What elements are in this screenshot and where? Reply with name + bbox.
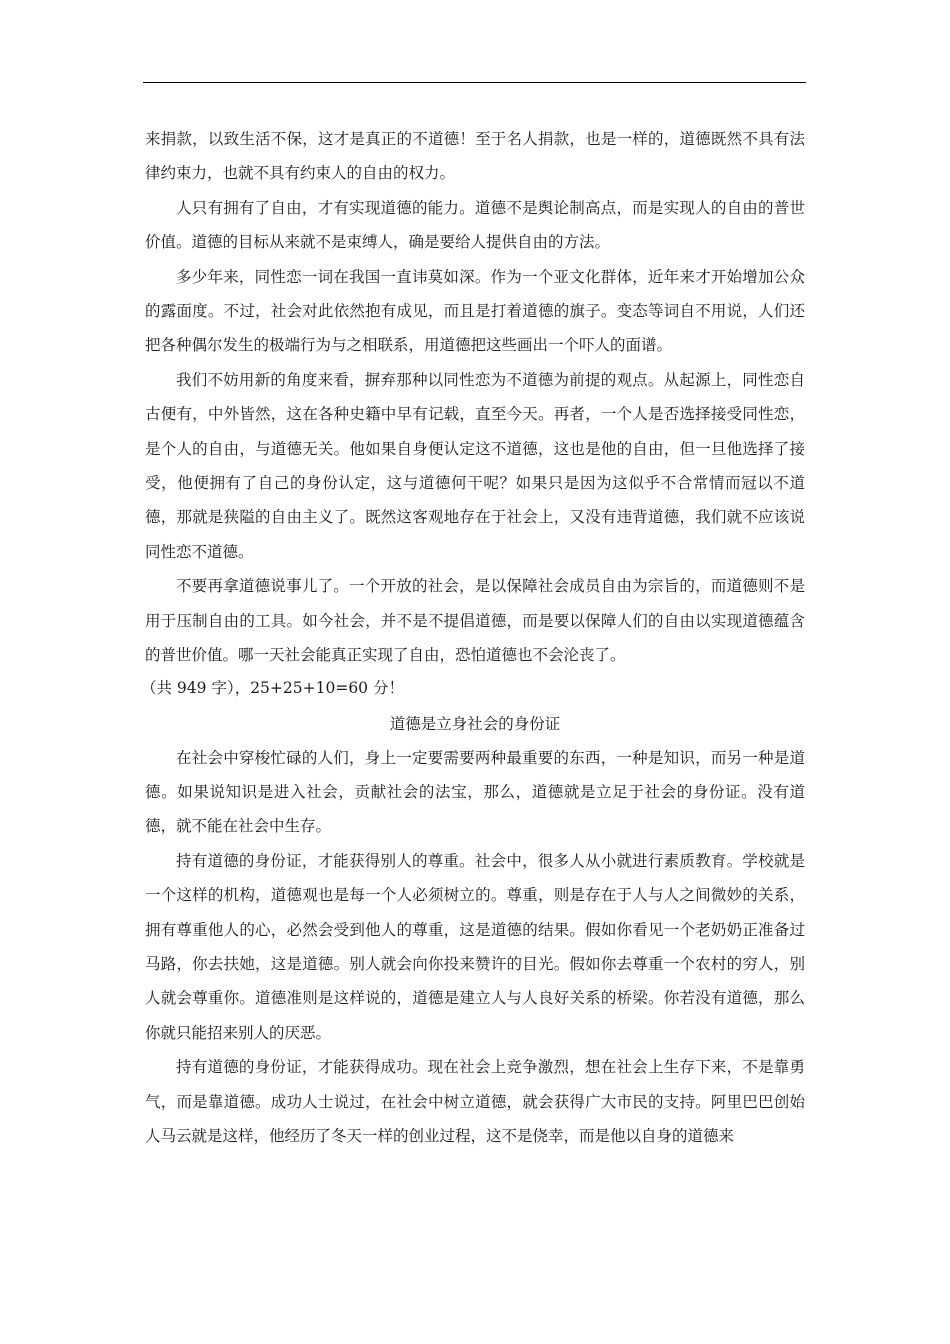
paragraph: 不要再拿道德说事儿了。一个开放的社会，是以保障社会成员自由为宗旨的，而道德则不是用于压制自由的工具。如今社会，并不是不提倡道德，而是要以保障人们的自由以实现道德蕴含的普世价值。哪一天社会能真正实现了自由，恐怕道德也不会沦丧了。	[145, 577, 805, 665]
document-body	[141, 122, 805, 1153]
paragraph: 人只有拥有了自由，才有实现道德的能力。道德不是舆论制高点，而是实现人的自由的普世价值。道德的目标从来就不是束缚人，确是要给人提供自由的方法。	[145, 198, 805, 252]
header-rule	[143, 82, 806, 83]
paragraph: 来捐款，以致生活不保，这才是真正的不道德！至于名人捐款，也是一样的，道德既然不具有法律约束力，也就不具有约束人的自由的权力。	[145, 130, 805, 183]
essay-title: 道德是立身社会的身份证	[389, 714, 561, 733]
paragraph: 持有道德的身份证，才能获得成功。现在社会上竞争激烈，想在社会上生存下来，不是靠勇气，而是靠道德。成功人士说过，在社会中树立道德，就会获得广大市民的支持。阿里巴巴创始人马云就是这样，他经历了冬天一样的创业过程，这不是侥幸，而是他以自身的道德来	[145, 1058, 805, 1145]
paragraph: 多少年来，同性恋一词在我国一直讳莫如深。作为一个亚文化群体，近年来才开始增加公众的露面度。不过，社会对此依然抱有成见，而且是打着道德的旗子。变态等词自不用说，人们还把各种偶尔发生的极端行为与之相联系，用道德把这些画出一个吓人的面谱。	[145, 267, 805, 355]
paragraph: 我们不妨用新的角度来看，摒弃那种以同性恋为不道德为前提的观点。从起源上，同性恋自古便有，中外皆然，这在各种史籍中早有记载，直至今天。再者，一个人是否选择接受同性恋，是个人的自由，与道德无关。他如果自身便认定这不道德，这也是他的自由，但一旦他选择了接受，他便拥有了自己的身份认定，这与道德何干呢？如果只是因为这似乎不合常情而冠以不道德，那就是狭隘的自由主义了。既然这客观地存在于社会上，又没有违背道德，我们就不应该说同性恋不道德。	[145, 370, 805, 561]
paragraph: 持有道德的身份证，才能获得别人的尊重。社会中，很多人从小就进行素质教育。学校就是一个这样的机构，道德观也是每一个人必须树立的。尊重，则是存在于人与人之间微妙的关系，拥有尊重他人的心，必然会受到他人的尊重，这是道德的结果。假如你看见一个老奶奶正准备过马路，你去扶她，这是道德。别人就会向你投来赞许的目光。假如你去尊重一个农村的穷人，别人就会尊重你。道德准则是这样说的，道德是建立人与人良好关系的桥梁。你若没有道德，那么你就只能招来别人的厌恶。	[145, 851, 805, 1042]
score-note: （共 949 字），25+25+10=60 分！	[141, 678, 404, 697]
paragraph: 在社会中穿梭忙碌的人们，身上一定要需要两种最重要的东西，一种是知识，而另一种是道德。如果说知识是进入社会，贡献社会的法宝，那么，道德就是立足于社会的身份证。没有道德，就不能在社会中生存。	[145, 748, 805, 836]
